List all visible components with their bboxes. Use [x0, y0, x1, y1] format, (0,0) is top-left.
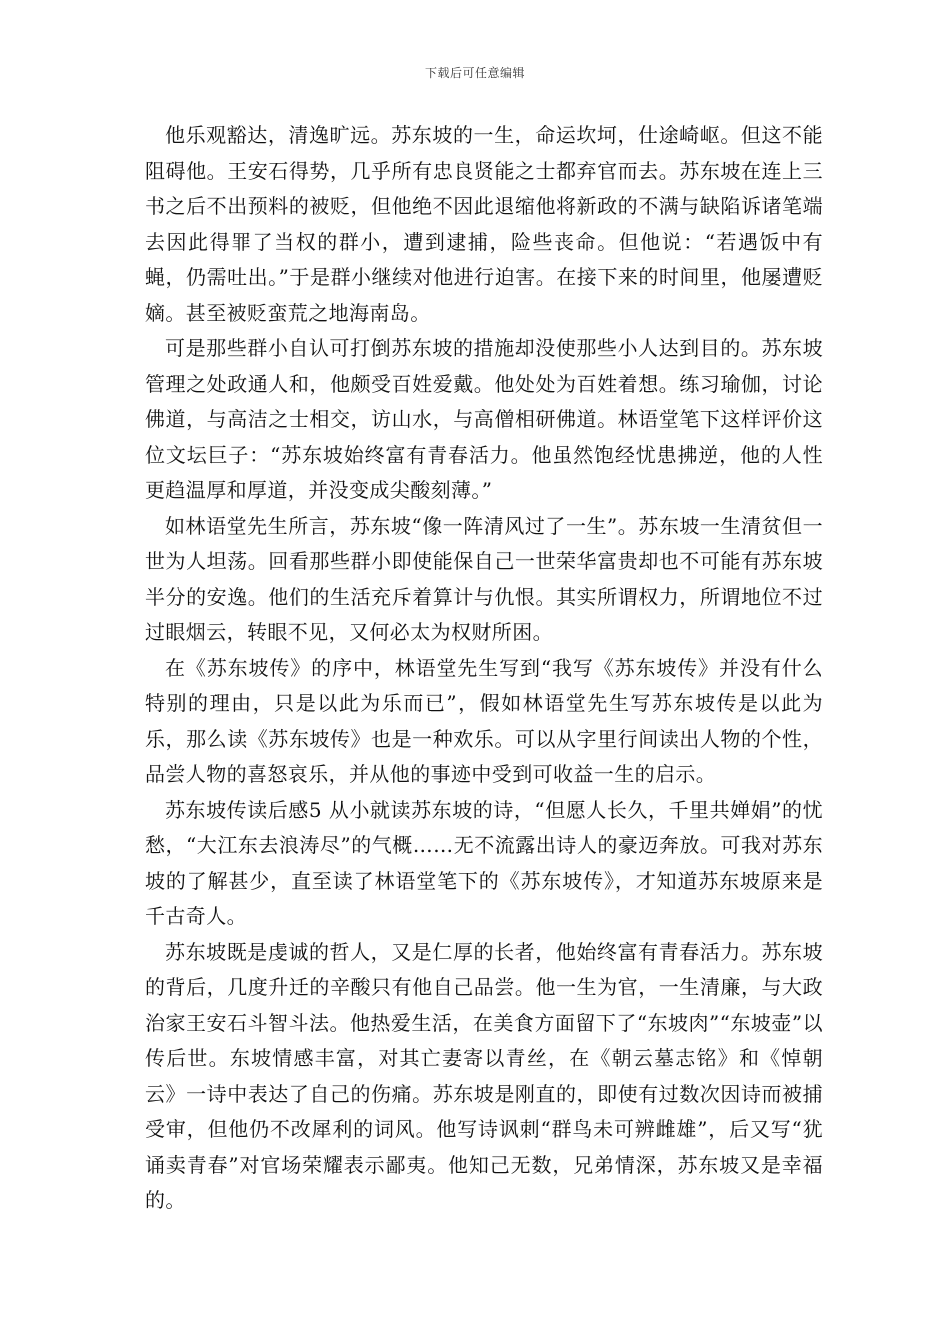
page-header-note: 下载后可任意编辑: [424, 66, 525, 80]
document-body: [145, 118, 823, 1219]
paragraph-6: 苏东坡既是虔诚的哲人，又是仁厚的长者，他始终富有青春活力。苏东坡的背后，几度升迁的辛酸只有他自己品尝。他一生为官，一生清廉，与大政治家王安石斗智斗法。他热爱生活，在美食方面留下了“东坡肉”“东坡壶”以传后世。东坡情感丰富，对其亡妻寄以青丝，在《朝云墓志铭》和《悼朝云》一诗中表达了自己的伤痛。苏东坡是刚直的，即使有过数次因诗而被捕受审，但他仍不改犀利的词风。他写诗讽刺“群鸟未可辨雌雄”，后又写“犹诵卖青春”对官场荣耀表示鄙夷。他知己无数，兄弟情深，苏东坡又是幸福的。: [145, 939, 823, 1212]
paragraph-1: 他乐观豁达，清逸旷远。苏东坡的一生，命运坎坷，仕途崎岖。但这不能阻碍他。王安石得势，几乎所有忠良贤能之士都弃官而去。苏东坡在连上三书之后不出预料的被贬，但他绝不因此退缩他将新政的不满与缺陷诉诸笔端去因此得罪了当权的群小，遭到逮捕，险些丧命。但他说：“若遇饭中有蝇，仍需吐出。”于是群小继续对他进行迫害。在接下来的时间里，他屡遭贬嫡。甚至被贬蛮荒之地海南岛。: [145, 123, 823, 325]
paragraph-4: 在《苏东坡传》的序中，林语堂先生写到“我写《苏东坡传》并没有什么特别的理由，只是以此为乐而已”，假如林语堂先生写苏东坡传是以此为乐，那么读《苏东坡传》也是一种欢乐。可以从字里行间读出人物的个性，品尝人物的喜怒哀乐，并从他的事迹中受到可收益一生的启示。: [145, 655, 823, 786]
paragraph-2: 可是那些群小自认可打倒苏东坡的措施却没使那些小人达到目的。苏东坡管理之处政通人和，他颇受百姓爱戴。他处处为百姓着想。练习瑜伽，讨论佛道，与高洁之士相交，访山水，与高僧相研佛道。林语堂笔下这样评价这位文坛巨子：“苏东坡始终富有青春活力。他虽然饱经忧患拂逆，他的人性更趋温厚和厚道，并没变成尖酸刻薄。”: [145, 336, 823, 502]
paragraph-3: 如林语堂先生所言，苏东坡“像一阵清风过了一生”。苏东坡一生清贫但一世为人坦荡。回看那些群小即使能保自己一世荣华富贵却也不可能有苏东坡半分的安逸。他们的生活充斥着算计与仇恨。其实所谓权力，所谓地位不过过眼烟云，转眼不见，又何必太为权财所困。: [145, 513, 823, 644]
paragraph-5: 苏东坡传读后感5 从小就读苏东坡的诗，“但愿人长久，千里共婵娟”的忧愁，“大江东去浪涛尽”的气概……无不流露出诗人的豪迈奔放。可我对苏东坡的了解甚少，直至读了林语堂笔下的《苏东坡传》，才知道苏东坡原来是千古奇人。: [145, 797, 823, 928]
